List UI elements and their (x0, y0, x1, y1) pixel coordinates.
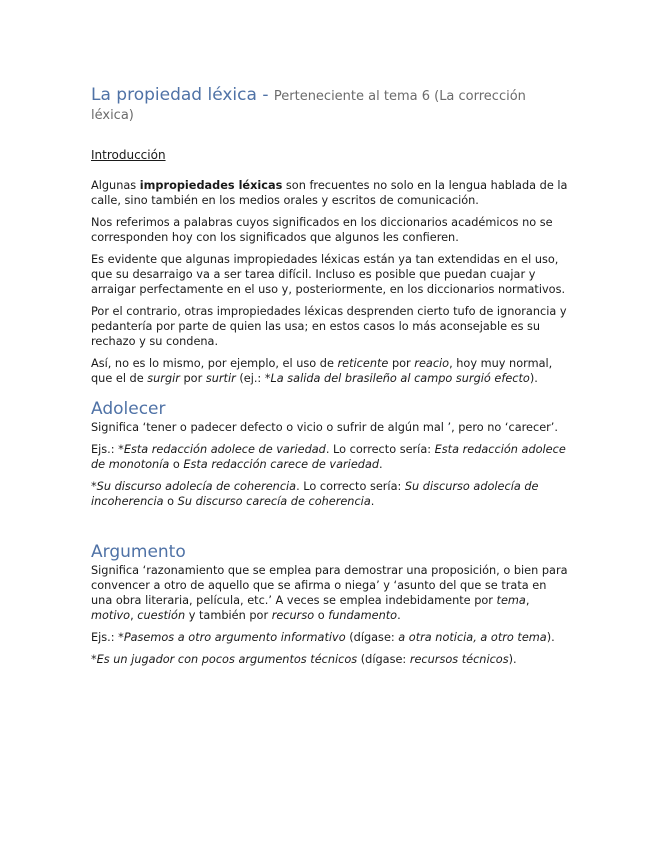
text: o (314, 609, 329, 622)
text: * (91, 653, 97, 666)
bold-term: impropiedades léxicas (139, 179, 283, 192)
text: Así, no es lo mismo, por ejemplo, el uso de (91, 357, 338, 370)
italic-example: Su discurso carecía de coherencia (177, 495, 371, 508)
title-main: La propiedad léxica (91, 85, 257, 105)
text: . (370, 495, 375, 508)
text: . (397, 609, 401, 622)
italic-term: surgir (147, 372, 180, 385)
text: . (379, 458, 383, 471)
text: Algunas (91, 179, 140, 192)
italic-term: fundamento (328, 609, 398, 622)
intro-paragraph-4: Por el contrario, otras impropiedades léxicas desprenden cierto tufo de ignorancia y pedantería por parte de quien las usa; en estos casos lo más aconsejable es su rechazo y su condena. (91, 305, 567, 348)
text: y también por (185, 609, 272, 622)
document-title (91, 86, 569, 124)
text: , hoy muy normal, que el de (91, 357, 553, 385)
adolecer-definition: Significa ‘tener o padecer defecto o vicio o sufrir de algún mal ’, pero no ‘carecer’. (91, 421, 558, 434)
text: Significa ‘razonamiento que se emplea para demostrar una proposición, o bien para convencer a otro de aquello que se afirma o niega’ y ‘asunto del que se trata en una obra literaria, película, etc.’ A veces se emplea indebidamente por (91, 564, 568, 607)
section-heading-adolecer: Adolecer (91, 399, 166, 419)
italic-term: recurso (271, 609, 315, 622)
title-subtitle: Perteneciente al tema 6 (La corrección léxica) (91, 89, 526, 123)
italic-term: surtir (205, 372, 236, 385)
argumento-example-1 (91, 630, 569, 645)
text: (dígase: (357, 653, 410, 666)
adolecer-example-1 (91, 442, 569, 472)
italic-term: reacio (414, 357, 450, 370)
text: o (169, 458, 184, 471)
text: (dígase: (345, 631, 399, 644)
text: por (179, 372, 206, 385)
section-heading-argumento: Argumento (91, 542, 186, 562)
italic-example: Esta redacción adolece de variedad (123, 443, 326, 456)
text: , (130, 609, 138, 622)
italic-example: Es un jugador con pocos argumentos técnicos (96, 653, 358, 666)
italic-term: cuestión (137, 609, 186, 622)
italic-term: reticente (337, 357, 389, 370)
text: ). (546, 631, 555, 644)
text: Ejs.: * (91, 443, 124, 456)
title-separator: - (256, 85, 274, 105)
text: son frecuentes no solo en la lengua hablada de la calle, sino también en los medios orales y escritos de comunicación. (91, 179, 568, 207)
document-body (91, 86, 569, 674)
intro-paragraph-2: Nos referimos a palabras cuyos significados en los diccionarios académicos no se corresponden hoy con los significados que algunos les confieren. (91, 216, 553, 244)
text: , (525, 594, 530, 607)
intro-paragraph-5 (91, 356, 569, 386)
italic-example: Esta redacción carece de variedad (183, 458, 380, 471)
text: . Lo correcto sería: (296, 480, 405, 493)
italic-example: Esta redacción adolece de monotonía (91, 443, 566, 471)
italic-term: motivo (91, 609, 131, 622)
text: . Lo correcto sería: (325, 443, 435, 456)
italic-example: Su discurso adolecía de coherencia (96, 480, 297, 493)
text: (ej.: * (235, 372, 271, 385)
text: Ejs.: * (91, 631, 124, 644)
intro-paragraph-1 (91, 178, 569, 208)
italic-example: Pasemos a otro argumento informativo (123, 631, 346, 644)
argumento-definition (91, 563, 569, 623)
italic-example: a otra noticia, a otro tema (398, 631, 547, 644)
intro-paragraph-3: Es evidente que algunas impropiedades léxicas están ya tan extendidas en el uso, que su desarraigo va a ser tarea difícil. Incluso es posible que puedan cuajar y arraigar perfectamente en el uso y, posteriormente, en los diccionarios normativos. (91, 253, 566, 296)
italic-term: tema (496, 594, 526, 607)
text: * (91, 480, 97, 493)
adolecer-example-2 (91, 479, 569, 509)
text: o (163, 495, 178, 508)
italic-example: Su discurso adolecía de incoherencia (91, 480, 539, 508)
text: ). (529, 372, 538, 385)
text: ). (508, 653, 517, 666)
italic-example: La salida del brasileño al campo surgió efecto (270, 372, 530, 385)
italic-example: recursos técnicos (409, 653, 509, 666)
intro-heading: Introducción (91, 148, 166, 162)
argumento-example-2 (91, 652, 569, 667)
text: por (388, 357, 415, 370)
